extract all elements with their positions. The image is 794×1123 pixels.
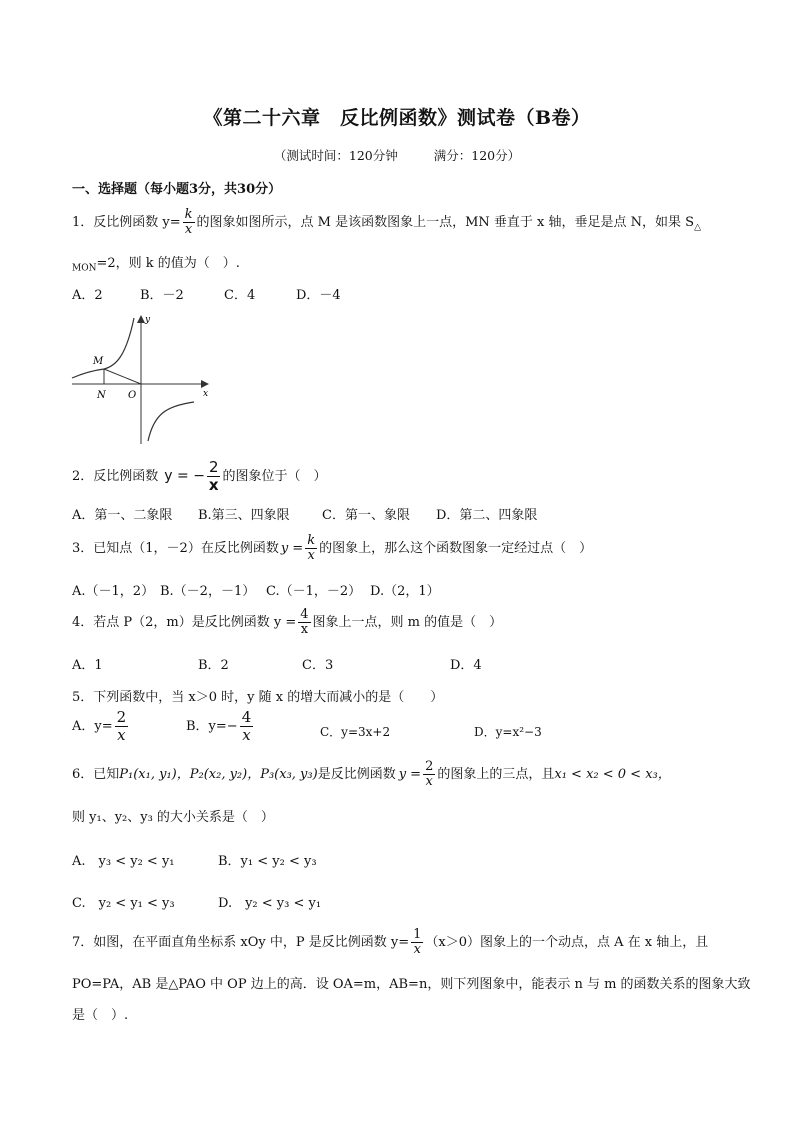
q5-option-b-label: B．y=− bbox=[186, 719, 238, 735]
q5-option-b-num: 4 bbox=[241, 708, 252, 726]
q3-numerator: k bbox=[307, 533, 316, 548]
q4-text-post: 图象上一点，则 m 的值是（ ） bbox=[312, 614, 503, 630]
q6-denominator: x bbox=[425, 773, 433, 789]
label-y: y bbox=[145, 315, 151, 325]
q5-option-a-label: A．y= bbox=[72, 719, 113, 735]
q3-denominator: x bbox=[307, 547, 315, 563]
q5-option-a[interactable] bbox=[72, 710, 130, 743]
q1-triangle-symbol: △ bbox=[694, 222, 701, 233]
question-5-stem: 5．下列函数中，当 x＞0 时，y 随 x 的增大而减小的是（ ） bbox=[72, 690, 444, 705]
q6-option-b[interactable]: B．y₁ < y₂ < y₃ bbox=[218, 854, 317, 869]
q5-option-a-fraction bbox=[115, 710, 129, 743]
q2-text-post: 的图象位于（ ） bbox=[222, 469, 327, 485]
q1-numerator: k bbox=[184, 207, 193, 222]
question-7-stem bbox=[72, 928, 708, 957]
q5-option-d[interactable]: D．y=x²−3 bbox=[474, 725, 542, 739]
label-m: M bbox=[93, 356, 104, 367]
q1-text-pre: 1．反比例函数 y= bbox=[72, 214, 181, 230]
q4-fraction bbox=[298, 608, 310, 637]
q1-figure bbox=[66, 308, 216, 448]
q4-option-a[interactable]: A．1 bbox=[72, 658, 103, 673]
q6-option-d[interactable]: D. y₂ < y₃ < y₁ bbox=[218, 896, 322, 911]
q2-option-c[interactable]: C．第一、象限 bbox=[322, 508, 410, 523]
q2-text-pre: 2．反比例函数 bbox=[72, 469, 159, 485]
q4-option-c[interactable]: C．3 bbox=[302, 658, 334, 673]
label-o: O bbox=[128, 390, 137, 401]
q5-option-b[interactable] bbox=[186, 710, 255, 743]
q1-text-post: 的图象如图所示，点 M 是该函数图象上一点，MN 垂直于 x 轴，垂足是点 N，如果 S bbox=[196, 214, 695, 230]
q1-option-c[interactable]: C．4 bbox=[224, 288, 256, 303]
page-title: 《第二十六章 反比例函数》测试卷（B卷） bbox=[203, 107, 591, 129]
q3-lhs: y = bbox=[280, 540, 304, 556]
question-3-stem bbox=[72, 534, 592, 563]
q2-denominator: x bbox=[208, 475, 219, 494]
q6-points: P₁(x₁, y₁)，P₂(x₂, y₂)，P₃(x₃, y₃) bbox=[119, 766, 318, 782]
q5-option-a-num: 2 bbox=[116, 708, 127, 726]
q4-text-pre: 4．若点 P（2，m）是反比例函数 y = bbox=[72, 614, 297, 630]
q5-option-b-den: x bbox=[242, 725, 251, 744]
q1-fraction bbox=[183, 208, 195, 237]
label-x: x bbox=[203, 389, 209, 399]
q6-condition: x₁ < x₂ < 0 < x₃， bbox=[554, 766, 671, 782]
question-4-options bbox=[72, 654, 492, 672]
q2-option-d[interactable]: D．第二、四象限 bbox=[436, 508, 538, 523]
q2-option-b[interactable]: B.第三、四象限 bbox=[198, 508, 290, 523]
question-7-line2: PO=PA，AB 是△PAO 中 OP 边上的高．设 OA=m，AB=n，则下列图象中，能表示 n 与 m 的函数关系的图象大致 bbox=[72, 977, 751, 992]
curve-branch-2 bbox=[72, 318, 134, 378]
q1-option-d[interactable]: D．－4 bbox=[296, 288, 341, 303]
question-5-options bbox=[72, 710, 592, 754]
q3-fraction bbox=[305, 534, 317, 563]
q1-option-a[interactable]: A．2 bbox=[72, 288, 103, 303]
section-heading: 一、选择题（每小题3分，共30分） bbox=[72, 182, 282, 197]
question-2-stem bbox=[72, 460, 327, 493]
exam-time: （测试时间：120分钟 bbox=[273, 148, 398, 163]
q5-option-b-fraction bbox=[240, 710, 254, 743]
question-3-options bbox=[72, 580, 492, 598]
q2-numerator: 2 bbox=[208, 458, 219, 476]
q1-line2-text: =2，则 k 的值为（ ）. bbox=[96, 256, 240, 271]
q3-text-pre: 3．已知点（1，－2）在反比例函数 bbox=[72, 540, 279, 556]
q3-option-c[interactable]: C.（－1，－2） bbox=[266, 584, 362, 599]
q7-numerator: 1 bbox=[413, 927, 422, 942]
q2-lhs: y = − bbox=[164, 468, 205, 485]
question-2-options bbox=[72, 504, 572, 522]
q7-text-pre: 7．如图，在平面直角坐标系 xOy 中，P 是反比例函数 y= bbox=[72, 934, 410, 950]
q7-denominator: x bbox=[413, 941, 421, 957]
q2-option-a[interactable]: A．第一、二象限 bbox=[72, 508, 173, 523]
q6-option-a[interactable]: A. y₃ < y₂ < y₁ bbox=[72, 854, 175, 869]
q3-option-a[interactable]: A.（－1，2） bbox=[72, 584, 155, 599]
q1-area-subscript: MON bbox=[72, 263, 97, 274]
q3-option-b[interactable]: B.（－2，－1） bbox=[160, 584, 256, 599]
q6-lhs: y = bbox=[398, 766, 422, 782]
question-1-stem bbox=[72, 208, 701, 237]
q4-denominator: x bbox=[300, 621, 309, 637]
q5-option-a-den: x bbox=[117, 725, 126, 744]
exam-info bbox=[0, 146, 794, 164]
q6-option-c[interactable]: C. y₂ < y₁ < y₃ bbox=[72, 896, 175, 911]
q6-text-mid: 是反比例函数 bbox=[317, 766, 396, 782]
q6-fraction bbox=[423, 760, 435, 789]
q4-option-d[interactable]: D．4 bbox=[450, 658, 482, 673]
q1-denominator: x bbox=[184, 221, 193, 237]
q7-text-post: （x＞0）图象上的一个动点，点 A 在 x 轴上，且 bbox=[425, 934, 709, 950]
q4-numerator: 4 bbox=[300, 607, 309, 622]
curve-branch-4 bbox=[148, 402, 194, 441]
label-n: N bbox=[97, 390, 106, 401]
q6-text-pre: 6．已知 bbox=[72, 766, 120, 782]
question-1-options bbox=[72, 284, 392, 302]
full-score: 满分：120分） bbox=[433, 148, 521, 163]
q3-option-d[interactable]: D.（2，1） bbox=[370, 584, 440, 599]
q2-fraction bbox=[207, 460, 221, 493]
question-1-line2 bbox=[72, 252, 240, 274]
q1-option-b[interactable]: B．－2 bbox=[140, 288, 184, 303]
question-6-stem bbox=[72, 760, 671, 789]
q5-option-c[interactable]: C．y=3x+2 bbox=[320, 725, 391, 739]
q6-numerator: 2 bbox=[425, 759, 434, 774]
q4-option-b[interactable]: B．2 bbox=[198, 658, 229, 673]
q3-text-post: 的图象上，那么这个函数图象一定经过点（ ） bbox=[319, 540, 593, 556]
segment-mo bbox=[104, 369, 141, 384]
q6-text-post: 的图象上的三点，且 bbox=[437, 766, 555, 782]
q7-fraction bbox=[411, 928, 423, 957]
question-7-line3: 是（ ）. bbox=[72, 1008, 129, 1023]
question-6-line2: 则 y₁、y₂、y₃ 的大小关系是（ ） bbox=[72, 810, 274, 825]
question-4-stem bbox=[72, 608, 502, 637]
